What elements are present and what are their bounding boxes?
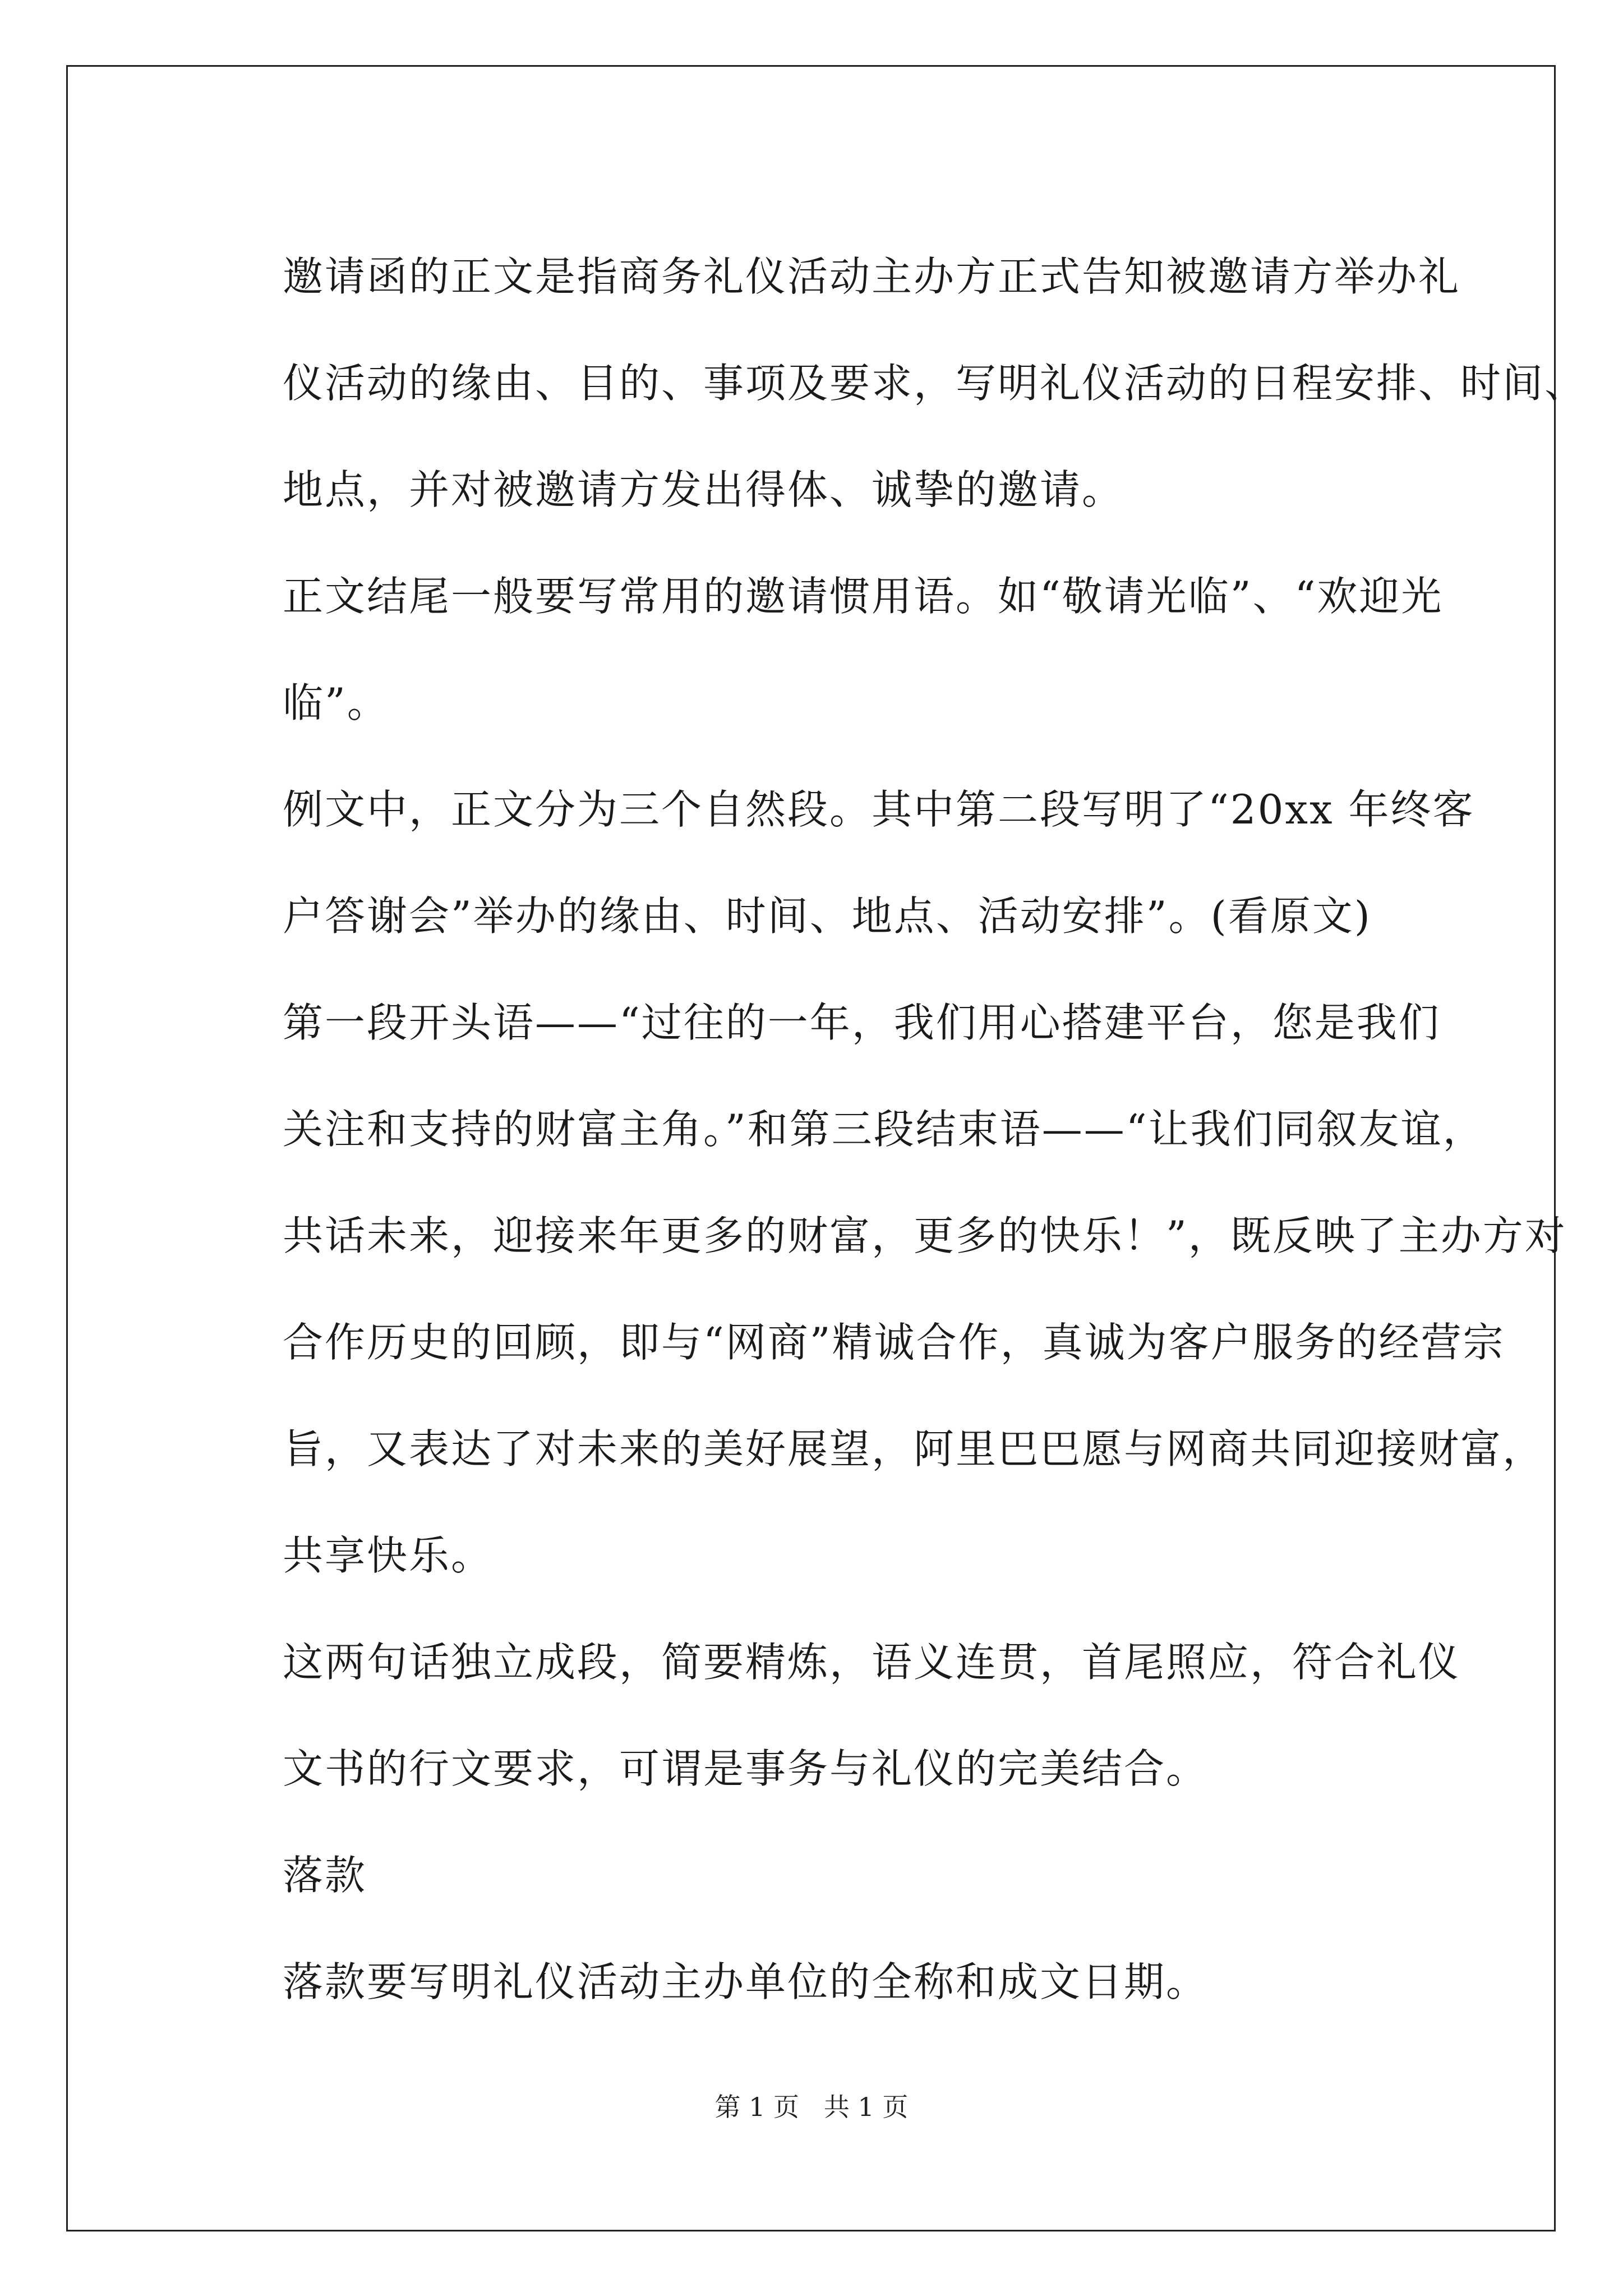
text-line: 仪活动的缘由、目的、事项及要求，写明礼仪活动的日程安排、时间、 (283, 360, 1587, 407)
text-line: 正文结尾一般要写常用的邀请惯用语。如“敬请光临”、“欢迎光 (283, 573, 1444, 620)
text-line: 文书的行文要求，可谓是事务与礼仪的完美结合。 (283, 1745, 1209, 1792)
paragraph-body-definition (200, 223, 1587, 543)
paragraph-signature-requirements (200, 1929, 1456, 2035)
text-line: 例文中，正文分为三个自然段。其中第二段写明了“20xx 年终客 (283, 786, 1475, 833)
text-line: 落款 (283, 1852, 367, 1899)
text-line: 第一段开头语——“过往的一年，我们用心搭建平台，您是我们 (283, 999, 1441, 1046)
paragraph-evaluation (200, 1609, 1461, 1822)
paragraph-opening-ending-analysis (200, 969, 1567, 1609)
text-line: 落款要写明礼仪活动主办单位的全称和成文日期。 (283, 1958, 1209, 2005)
section-heading-signature (200, 1822, 1456, 1929)
text-line: 这两句话独立成段，简要精炼，语义连贯，首尾照应，符合礼仪 (283, 1639, 1461, 1686)
page-number-footer: 第 1 页 共 1 页 (714, 2092, 909, 2122)
text-line: 共话未来，迎接来年更多的财富，更多的快乐！”，既反映了主办方对 (283, 1212, 1567, 1259)
text-line: 共享快乐。 (283, 1532, 494, 1579)
text-line: 户答谢会”举办的缘由、时间、地点、活动安排”。(看原文) (283, 892, 1372, 940)
text-line: 地点，并对被邀请方发出得体、诚挚的邀请。 (283, 466, 1124, 513)
paragraph-example-structure (200, 756, 1475, 969)
text-line: 关注和支持的财富主角。”和第三段结束语——“让我们同叙友谊， (283, 1106, 1485, 1153)
text-line: 邀请函的正文是指商务礼仪活动主办方正式告知被邀请方举办礼 (283, 253, 1461, 300)
text-line: 临”。 (283, 679, 389, 726)
paragraph-closing-phrases (200, 543, 1456, 756)
text-line: 合作历史的回顾，即与“网商”精诚合作，真诚为客户服务的经营宗 (283, 1319, 1505, 1366)
document-body (200, 223, 1587, 2035)
text-line: 旨，又表达了对未来的美好展望，阿里巴巴愿与网商共同迎接财富， (283, 1425, 1545, 1473)
